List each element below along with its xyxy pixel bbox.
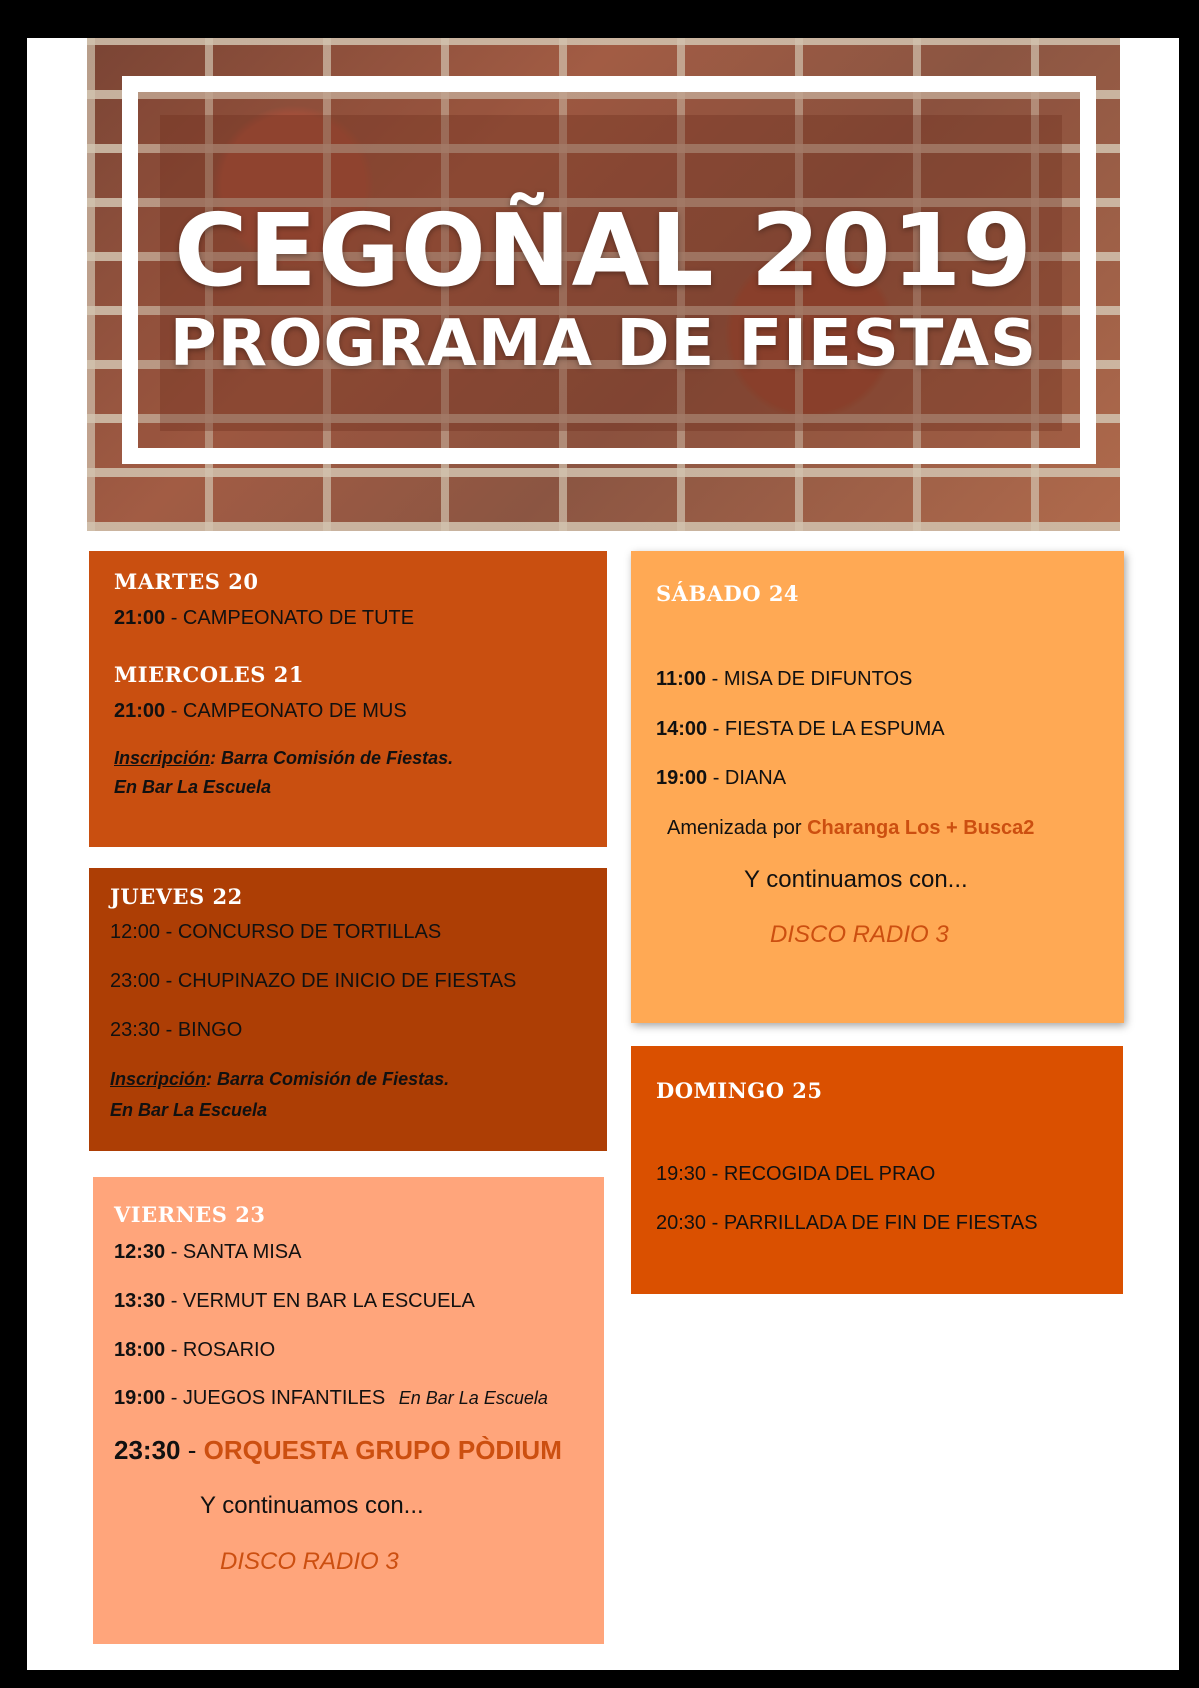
event-text: - SANTA MISA bbox=[165, 1241, 302, 1263]
amenizada-text: Amenizada por bbox=[667, 817, 808, 839]
event-domingo-2: 20:30 - PARRILLADA DE FIN DE FIESTAS bbox=[656, 1212, 1038, 1234]
day-heading-viernes: VIERNES 23 bbox=[114, 1202, 266, 1227]
poster-title: CEGOÑAL 2019 bbox=[174, 192, 1033, 309]
disco-name: DISCO RADIO 3 bbox=[770, 921, 949, 948]
event-sabado-2 bbox=[656, 716, 945, 742]
registration-note bbox=[110, 1067, 449, 1091]
event-viernes-highlight bbox=[114, 1434, 562, 1466]
highlight-band: ORQUESTA GRUPO PÒDIUM bbox=[203, 1435, 562, 1465]
event-time: 18:00 bbox=[114, 1339, 166, 1361]
event-text: - CAMPEONATO DE MUS bbox=[165, 700, 407, 722]
event-miercoles-1 bbox=[114, 698, 407, 724]
day-heading-domingo: DOMINGO 25 bbox=[656, 1078, 823, 1103]
day-box-martes-miercoles bbox=[89, 551, 607, 847]
event-sabado-1 bbox=[656, 666, 912, 692]
event-time: 19:00 bbox=[114, 1387, 166, 1409]
note-label: Inscripción bbox=[110, 1069, 207, 1089]
highlight-sep: - bbox=[180, 1435, 204, 1465]
note-text: : Barra Comisión de Fiestas. bbox=[206, 1069, 450, 1089]
event-viernes-1 bbox=[114, 1239, 301, 1265]
header-banner bbox=[87, 38, 1120, 531]
day-box-domingo bbox=[631, 1046, 1123, 1294]
poster-subtitle: PROGRAMA DE FIESTAS bbox=[169, 307, 1038, 381]
registration-note bbox=[114, 746, 453, 770]
event-text: - CAMPEONATO DE TUTE bbox=[165, 607, 415, 629]
highlight-time: 23:30 bbox=[114, 1435, 181, 1465]
event-time: 11:00 bbox=[656, 668, 707, 690]
note-label: Inscripción bbox=[114, 748, 211, 768]
continue-text: Y continuamos con... bbox=[200, 1492, 424, 1519]
day-heading-martes: MARTES 20 bbox=[114, 569, 259, 594]
event-time: 14:00 bbox=[656, 718, 708, 740]
day-box-jueves bbox=[89, 868, 607, 1151]
note-text: : Barra Comisión de Fiestas. bbox=[210, 748, 454, 768]
event-time: 13:30 bbox=[114, 1290, 166, 1312]
event-jueves-2: 23:00 - CHUPINAZO DE INICIO DE FIESTAS bbox=[110, 970, 517, 992]
event-time: 19:00 bbox=[656, 767, 708, 789]
event-viernes-3 bbox=[114, 1337, 275, 1363]
event-text: - ROSARIO bbox=[165, 1339, 276, 1361]
event-text: - DIANA bbox=[707, 767, 787, 789]
event-time: 21:00 bbox=[114, 700, 166, 722]
event-time: 12:30 bbox=[114, 1241, 166, 1263]
continue-text: Y continuamos con... bbox=[744, 866, 968, 893]
charanga-name: Charanga Los + Busca2 bbox=[807, 817, 1035, 839]
disco-name: DISCO RADIO 3 bbox=[220, 1548, 399, 1575]
event-martes-1 bbox=[114, 605, 414, 631]
day-box-sabado bbox=[631, 551, 1124, 1023]
event-jueves-3: 23:30 - BINGO bbox=[110, 1019, 243, 1041]
event-text: - FIESTA DE LA ESPUMA bbox=[707, 718, 945, 740]
event-text: - JUEGOS INFANTILES bbox=[165, 1387, 386, 1409]
event-text: - VERMUT EN BAR LA ESCUELA bbox=[165, 1290, 475, 1312]
event-text: - MISA DE DIFUNTOS bbox=[706, 668, 913, 690]
event-jueves-1: 12:00 - CONCURSO DE TORTILLAS bbox=[110, 921, 442, 943]
registration-location: En Bar La Escuela bbox=[110, 1100, 268, 1120]
event-viernes-4 bbox=[114, 1385, 548, 1411]
day-heading-sabado: SÁBADO 24 bbox=[656, 581, 800, 606]
event-viernes-2 bbox=[114, 1288, 475, 1314]
event-domingo-1: 19:30 - RECOGIDA DEL PRAO bbox=[656, 1163, 936, 1185]
amenizada-line bbox=[667, 815, 1034, 841]
day-heading-miercoles: MIERCOLES 21 bbox=[114, 662, 305, 687]
day-box-viernes bbox=[93, 1177, 604, 1644]
registration-location: En Bar La Escuela bbox=[114, 777, 272, 797]
event-sabado-3 bbox=[656, 765, 786, 791]
event-time: 21:00 bbox=[114, 607, 166, 629]
day-heading-jueves: JUEVES 22 bbox=[110, 884, 243, 909]
event-location: En Bar La Escuela bbox=[398, 1388, 548, 1408]
